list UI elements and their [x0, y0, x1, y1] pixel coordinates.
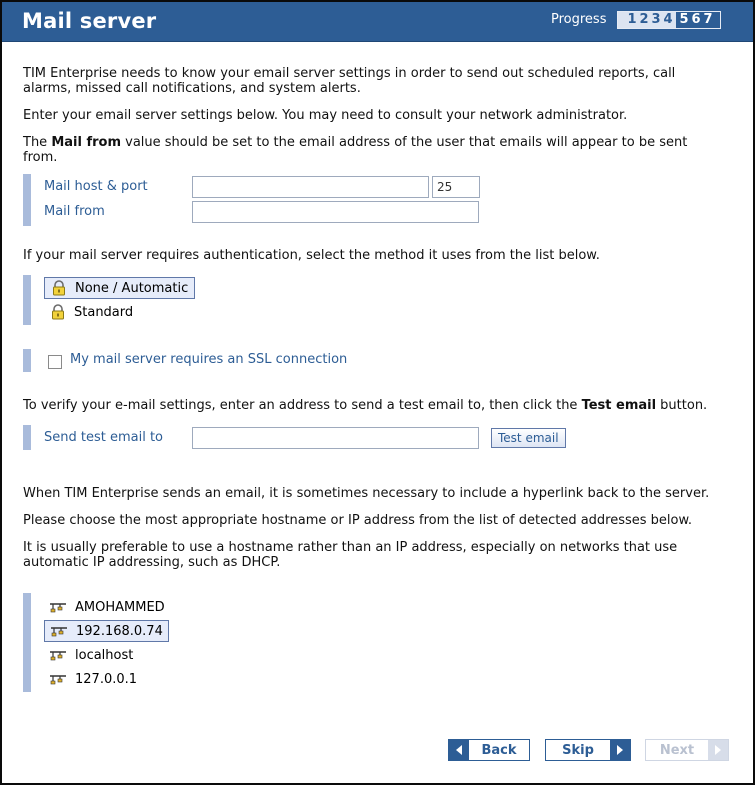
progress-step-3: 3: [651, 12, 661, 27]
auth-option-none-label: None / Automatic: [75, 280, 189, 296]
auth-option-standard[interactable]: [44, 301, 139, 323]
mail-from-label: Mail from: [44, 204, 105, 219]
progress-label: Progress: [551, 12, 607, 27]
lock-icon: [51, 280, 67, 296]
back-button-label: Back: [481, 742, 517, 758]
mail-port-input[interactable]: [432, 176, 480, 198]
test-email-bar: [23, 425, 31, 450]
page-title: Mail server: [22, 9, 157, 33]
test-email-label: Send test email to: [44, 430, 164, 445]
network-icon: [49, 649, 67, 661]
mail-host-label: Mail host & port: [44, 179, 148, 194]
progress-step-4: 4: [663, 12, 673, 27]
mail-from-input[interactable]: [192, 201, 479, 223]
hostname-advice: It is usually preferable to use a hostname rather than an IP address, especially on networks that use automatic IP addressing, such as DHCP.: [23, 540, 678, 570]
address-option-192-168-0-74[interactable]: [44, 620, 169, 642]
progress-step-1: 1: [627, 12, 637, 27]
progress-steps-pending: [676, 12, 720, 28]
skip-button[interactable]: [545, 739, 631, 761]
arrow-right-icon: [708, 740, 728, 760]
progress-step-6: 6: [691, 12, 701, 27]
next-button[interactable]: [645, 739, 729, 761]
ssl-bar: [23, 349, 31, 372]
test-email-prompt: [23, 398, 723, 413]
progress-step-7: 7: [703, 12, 713, 27]
mail-host-input[interactable]: [192, 176, 429, 198]
lock-icon: [50, 304, 66, 320]
address-option-amohammed[interactable]: [44, 596, 170, 618]
network-icon: [50, 625, 68, 637]
arrow-left-icon: [449, 740, 469, 760]
back-button[interactable]: [448, 739, 530, 761]
address-option-label: 192.168.0.74: [76, 623, 163, 639]
skip-button-label: Skip: [562, 742, 594, 758]
mail-from-note-bold: Mail from: [51, 135, 122, 150]
progress-steps-done: [618, 12, 676, 28]
network-icon: [49, 673, 67, 685]
address-option-label: AMOHAMMED: [75, 599, 165, 615]
progress-indicator: [617, 11, 721, 29]
auth-bar: [23, 275, 31, 325]
progress-step-5: 5: [679, 12, 689, 27]
address-list-bar: [23, 593, 31, 692]
arrow-right-icon: [610, 740, 630, 760]
mail-from-note-prefix: The: [23, 135, 52, 150]
network-icon: [49, 601, 67, 613]
auth-prompt: If your mail server requires authentication, select the method it uses from the list below.: [23, 248, 600, 263]
instructions-text: Enter your email server settings below. You may need to consult your network administrator.: [23, 108, 628, 123]
test-email-prompt-prefix: To verify your e-mail settings, enter an address to send a test email to, then click the: [23, 398, 582, 413]
auth-option-none[interactable]: [44, 277, 195, 299]
address-option-label: localhost: [75, 647, 134, 663]
test-email-prompt-suffix: button.: [656, 398, 708, 413]
address-option-127-0-0-1[interactable]: [44, 668, 142, 690]
next-button-label: Next: [659, 742, 695, 758]
progress-step-2: 2: [639, 12, 649, 27]
address-option-label: 127.0.0.1: [75, 671, 138, 687]
test-email-button[interactable]: Test email: [491, 428, 566, 448]
hostname-intro: When TIM Enterprise sends an email, it is sometimes necessary to include a hyperlink back to the server.: [23, 486, 710, 501]
test-email-input[interactable]: [192, 427, 479, 449]
auth-option-standard-label: Standard: [74, 304, 134, 320]
ssl-label[interactable]: My mail server requires an SSL connection: [70, 352, 348, 367]
ssl-checkbox[interactable]: [48, 355, 62, 369]
intro-text: TIM Enterprise needs to know your email server settings in order to send out scheduled reports, call alarms, missed call notifications, and system alerts.: [23, 66, 676, 96]
mail-from-note: [23, 135, 723, 165]
hostname-instructions: Please choose the most appropriate hostname or IP address from the list of detected addresses below.: [23, 513, 693, 528]
mail-from-note-suffix: value should be set to the email address of the user that emails will appear to be sent from.: [23, 135, 688, 165]
header-bar: [2, 2, 753, 42]
test-email-prompt-bold: Test email: [581, 398, 657, 413]
address-option-localhost[interactable]: [44, 644, 138, 666]
mail-settings-bar: [23, 174, 31, 226]
